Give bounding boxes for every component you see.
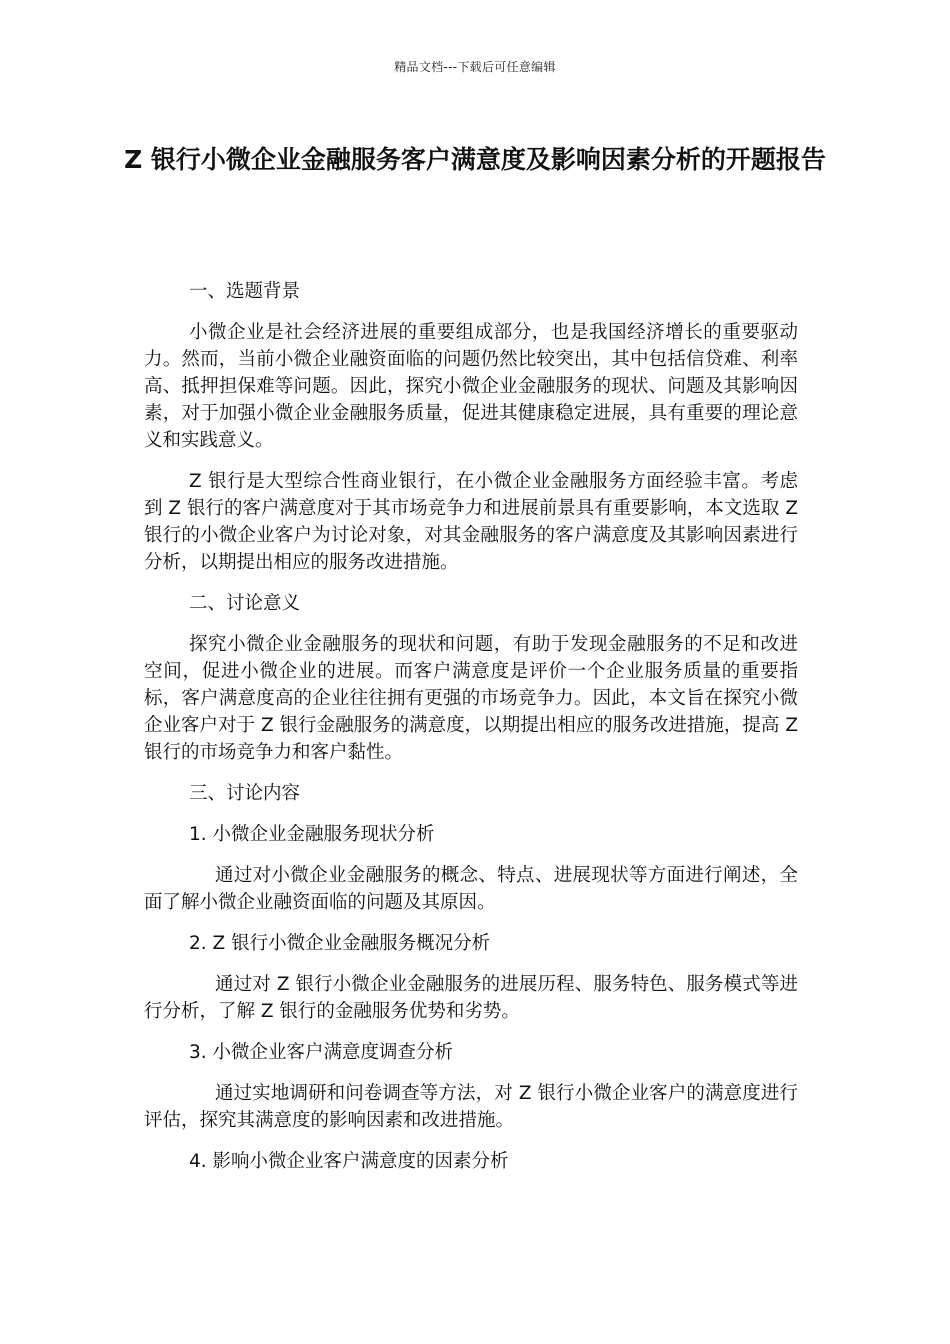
content-item-3-title: 3. 小微企业客户满意度调查分析 [189, 1042, 454, 1063]
content-item-1-title: 1. 小微企业金融服务现状分析 [189, 824, 435, 845]
significance-paragraph-1: 探究小微企业金融服务的现状和问题，有助于发现金融服务的不足和改进空间，促进小微企业的进展。而客户满意度是评价一个企业服务质量的重要指标，客户满意度高的企业往往拥有更强的市场竞争力。因此，本文旨在探究小微企业客户对于 Z 银行金融服务的满意度，以期提出相应的服务改进措施，提高 Z 银行的市场竞争力和客户黏性。 [144, 634, 798, 763]
header-note: 精品文档---下载后可任意编辑 [394, 60, 556, 74]
content-item-3-text: 通过实地调研和问卷调查等方法，对 Z 银行小微企业客户的满意度进行评估，探究其满意度的影响因素和改进措施。 [144, 1083, 798, 1131]
content-item-1-text: 通过对小微企业金融服务的概念、特点、进展现状等方面进行阐述，全面了解小微企业融资面临的问题及其原因。 [144, 865, 798, 913]
section-heading-background: 一、选题背景 [189, 281, 301, 302]
section-heading-significance: 二、讨论意义 [189, 593, 301, 614]
section-heading-content: 三、讨论内容 [189, 783, 301, 804]
document-body [144, 278, 798, 1189]
document-title: Z 银行小微企业金融服务客户满意度及影响因素分析的开题报告 [124, 145, 826, 174]
background-paragraph-2: Z 银行是大型综合性商业银行，在小微企业金融服务方面经验丰富。考虑到 Z 银行的客户满意度对于其市场竞争力和进展前景具有重要影响，本文选取 Z 银行的小微企业客户为讨论对象，对其金融服务的客户满意度及其影响因素进行分析，以期提出相应的服务改进措施。 [144, 471, 798, 573]
content-item-4-title: 4. 影响小微企业客户满意度的因素分析 [189, 1151, 509, 1172]
background-paragraph-1: 小微企业是社会经济进展的重要组成部分，也是我国经济增长的重要驱动力。然而，当前小微企业融资面临的问题仍然比较突出，其中包括信贷难、利率高、抵押担保难等问题。因此，探究小微企业金融服务的现状、问题及其影响因素，对于加强小微企业金融服务质量，促进其健康稳定进展，具有重要的理论意义和实践意义。 [144, 322, 798, 451]
content-item-2-title: 2. Z 银行小微企业金融服务概况分析 [189, 933, 491, 954]
content-item-2-text: 通过对 Z 银行小微企业金融服务的进展历程、服务特色、服务模式等进行分析，了解 Z 银行的金融服务优势和劣势。 [144, 974, 798, 1022]
